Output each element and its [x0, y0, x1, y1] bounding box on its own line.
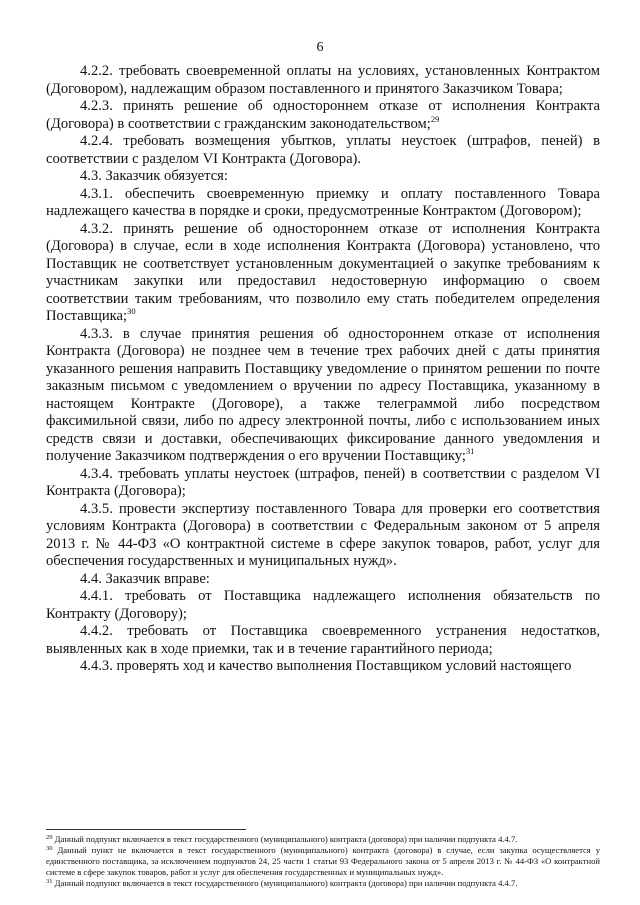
clause-text: 4.3.1. обеспечить своевременную приемку и оплату поставленного Товара надлежащего качества в порядке и сроки, предусмотренные Контрактом (Договором); — [46, 185, 600, 219]
clause-text: 4.4.2. требовать от Поставщика своевременного устранения недостатков, выявленных как в ходе приемки, так и в течение гарантийного периода; — [46, 623, 600, 657]
clause-text: 4.3.5. провести экспертизу поставленного Товара для проверки его соответствия условиям Контракта (Договора) в соответствии с Федеральным законом от 5 апреля 2013 г. № 44-ФЗ «О контрактной системе в сфере закупок товаров, работ, услуг для обеспечения государственных и муниципальных нужд». — [46, 500, 600, 569]
footnote-text: Данный пункт не включается в текст государственного (муниципального) контракта (договора) в случае, если закупка осуществляется у единственного поставщика, за исключением подпунктов 24, 25 части 1 статьи 93 Федерального закона от 5 апреля 2013 г. № 44-ФЗ «О контрактной системе в сфере закупок товаров, работ и услуг для обеспечения государственных и муниципальных нужд». — [46, 844, 600, 877]
footnote-text: Данный подпункт включается в текст государственного (муниципального) контракта (договора) при наличии подпункта 4.4.7. — [52, 877, 518, 888]
section-4-4-heading — [46, 571, 600, 589]
clause-text: 4.4. Заказчик вправе: — [80, 570, 210, 587]
footnote-ref: 30 — [127, 306, 136, 316]
clause-4-4-2 — [46, 623, 600, 658]
footnote-divider — [46, 829, 246, 830]
page-number: 6 — [316, 40, 324, 55]
clause-text: 4.4.1. требовать от Поставщика надлежащего исполнения обязательств по Контракту (Договору); — [46, 588, 600, 622]
clause-4-4-3 — [46, 658, 600, 676]
footnote-29 — [46, 834, 600, 845]
footnote-number: 31 — [46, 877, 53, 885]
clause-text: 4.3. Заказчик обязуется: — [80, 168, 228, 184]
clause-4-2-2 — [46, 63, 600, 98]
clause-4-3-1 — [46, 186, 600, 221]
footnote-ref: 31 — [465, 446, 475, 456]
clause-text: 4.3.3. в случае принятия решения об одностороннем отказе от исполнения Контракта (Договора) не позднее чем в течение трех рабочих дней с даты принятия указанного решения направить Поставщику уведомление о принятом решении по почте заказным письмом с уведомлением о вручении по адресу Поставщика, указанному в настоящем Контракте (Договоре), а также телеграммой либо посредством факсимильной связи, либо по адресу электронной почты, либо с использованием иных средств связи и доставки, обеспечивающих фиксирование данного уведомления и получение Заказчиком подтверждения о его вручении Поставщику; — [46, 325, 600, 464]
section-4-3-heading — [46, 168, 600, 186]
clause-4-2-3 — [46, 98, 600, 133]
footnote-number: 29 — [46, 834, 53, 841]
footnote-text: Данный подпункт включается в текст государственного (муниципального) контракта (договора) при наличии подпункта 4.4.7. — [52, 834, 518, 844]
clause-text: 4.2.4. требовать возмещения убытков, уплаты неустоек (штрафов, пеней) в соответствии с разделом VI Контракта (Договора). — [46, 133, 600, 167]
clause-4-3-3 — [46, 326, 600, 466]
footnotes — [46, 834, 600, 889]
footnote-30 — [46, 845, 600, 878]
clause-text: 4.3.2. принять решение об одностороннем отказе от исполнения Контракта (Договора) в случае, если в ходе исполнения Контракта (Договора) установлено, что Поставщик не соответствует установленным документацией о закупке требованиям к участникам закупки или предоставил недостоверную информацию о своем соответствии таким требованиям, что позволило ему стать победителем определения Поставщика; — [46, 220, 600, 324]
clause-4-2-4 — [46, 133, 600, 168]
clause-text: 4.2.3. принять решение об одностороннем отказе от исполнения Контракта (Договора) в соответствии с гражданским законодательством; — [46, 98, 600, 132]
footnote-number: 30 — [46, 844, 53, 852]
clause-4-3-2 — [46, 221, 600, 326]
footnote-ref: 29 — [430, 113, 440, 124]
clause-4-3-4 — [46, 466, 600, 501]
clause-text: 4.2.2. требовать своевременной оплаты на условиях, установленных Контрактом (Договором), надлежащим образом поставленного и принятого Заказчиком Товара; — [46, 63, 600, 97]
clause-4-3-5 — [46, 501, 600, 571]
clause-4-4-1 — [46, 588, 600, 623]
body-text — [46, 63, 600, 676]
clause-text: 4.4.3. проверять ход и качество выполнения Поставщиком условий настоящего — [80, 658, 572, 674]
footnote-31 — [46, 878, 600, 889]
clause-text: 4.3.4. требовать уплаты неустоек (штрафов, пеней) в соответствии с разделом VI Контракта (Договора); — [46, 465, 600, 499]
